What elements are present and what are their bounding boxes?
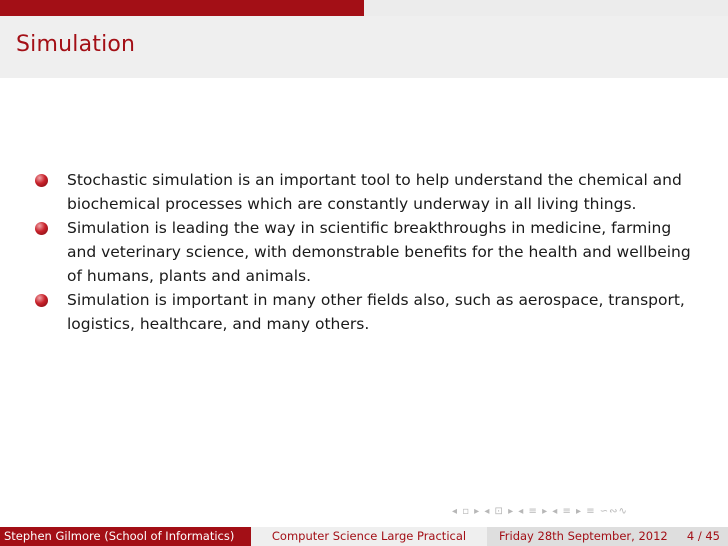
footer-author: Stephen Gilmore (School of Informatics)	[0, 527, 251, 546]
bullet-icon	[35, 222, 48, 235]
frame-title-bar	[0, 16, 728, 78]
bullet-text: Stochastic simulation is an important tool to help understand the chemical and biochemical processes which are constantly underway in all living things.	[67, 171, 682, 213]
bullet-text: Simulation is important in many other fields also, such as aerospace, transport, logistics, healthcare, and many others.	[67, 291, 685, 333]
bullet-text: Simulation is leading the way in scientific breakthroughs in medicine, farming and veterinary science, with demonstrable benefits for the health and wellbeing of humans, plants and animals.	[67, 219, 691, 285]
header-bar-light-segment	[364, 0, 728, 16]
bullet-icon	[35, 174, 48, 187]
slide-title: Simulation	[16, 32, 136, 57]
footer-page-number: 4 / 45	[686, 529, 720, 543]
bullet-item	[0, 288, 728, 336]
footer-course-title: Computer Science Large Practical	[251, 527, 487, 546]
footer-date-page	[487, 527, 728, 546]
navigation-symbols[interactable]: ◂ ▫ ▸ ◂ ⊡ ▸ ◂ ≡ ▸ ◂ ≡ ▸ ≡ ∽∾∿	[452, 506, 628, 517]
header-bar	[0, 0, 728, 16]
bullet-item	[0, 168, 728, 216]
footer-date: Friday 28th September, 2012	[499, 529, 668, 543]
bullet-icon	[35, 294, 48, 307]
bullet-item	[0, 216, 728, 288]
header-bar-dark-segment	[0, 0, 364, 16]
bullet-list	[0, 168, 728, 336]
slide-content	[0, 168, 728, 336]
footline	[0, 527, 728, 546]
